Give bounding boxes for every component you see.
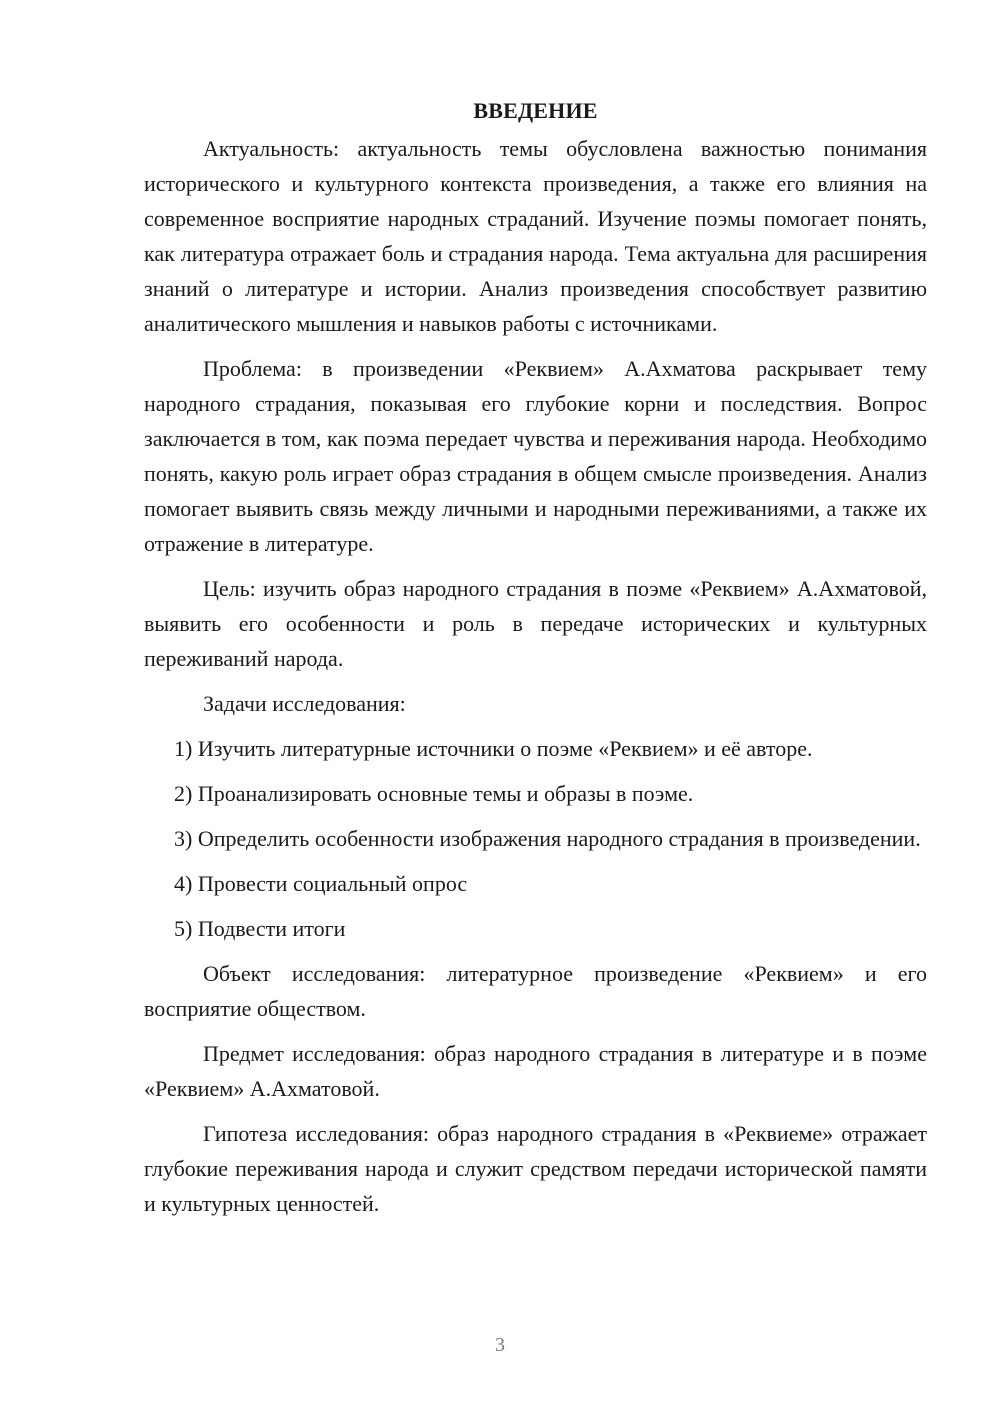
- paragraph-object: Объект исследования: литературное произведение «Реквием» и его восприятие обществом.: [144, 961, 927, 1021]
- paragraph-subject: Предмет исследования: образ народного страдания в литературе и в поэме «Реквием» А.Ахматовой.: [144, 1041, 927, 1101]
- tasks-list: [144, 731, 927, 946]
- task-item-4: 4) Провести социальный опрос: [174, 871, 468, 896]
- section-heading: ВВЕДЕНИЕ: [473, 98, 598, 123]
- task-item-3: 3) Определить особенности изображения народного страдания в произведении.: [174, 826, 921, 851]
- task-item-2: 2) Проанализировать основные темы и образы в поэме.: [174, 781, 694, 806]
- page-number: 3: [495, 1334, 505, 1356]
- page-content: [144, 94, 927, 1231]
- paragraph-relevance: Актуальность: актуальность темы обусловлена важностью понимания исторического и культурного контекста произведения, а также его влияния на современное восприятие народных страданий. Изучение поэмы помогает понять, как литература отражает боль и страдания народа. Тема актуальна для расширения знаний о литературе и истории. Анализ произведения способствует развитию аналитического мышления и навыков работы с источниками.: [144, 136, 927, 336]
- paragraph-tasks-intro: Задачи исследования:: [203, 691, 406, 716]
- task-item-5: 5) Подвести итоги: [174, 916, 346, 941]
- paragraph-problem: Проблема: в произведении «Реквием» А.Ахматова раскрывает тему народного страдания, показывая его глубокие корни и последствия. Вопрос заключается в том, как поэма передает чувства и переживания народа. Необходимо понять, какую роль играет образ страдания в общем смысле произведения. Анализ помогает выявить связь между личными и народными переживаниями, а также их отражение в литературе.: [144, 356, 927, 556]
- task-item-1: 1) Изучить литературные источники о поэме «Реквием» и её авторе.: [174, 736, 813, 761]
- paragraph-hypothesis: Гипотеза исследования: образ народного страдания в «Реквиеме» отражает глубокие переживания народа и служит средством передачи исторической памяти и культурных ценностей.: [144, 1121, 927, 1216]
- paragraph-goal: Цель: изучить образ народного страдания в поэме «Реквием» А.Ахматовой, выявить его особенности и роль в передаче исторических и культурных переживаний народа.: [144, 576, 927, 671]
